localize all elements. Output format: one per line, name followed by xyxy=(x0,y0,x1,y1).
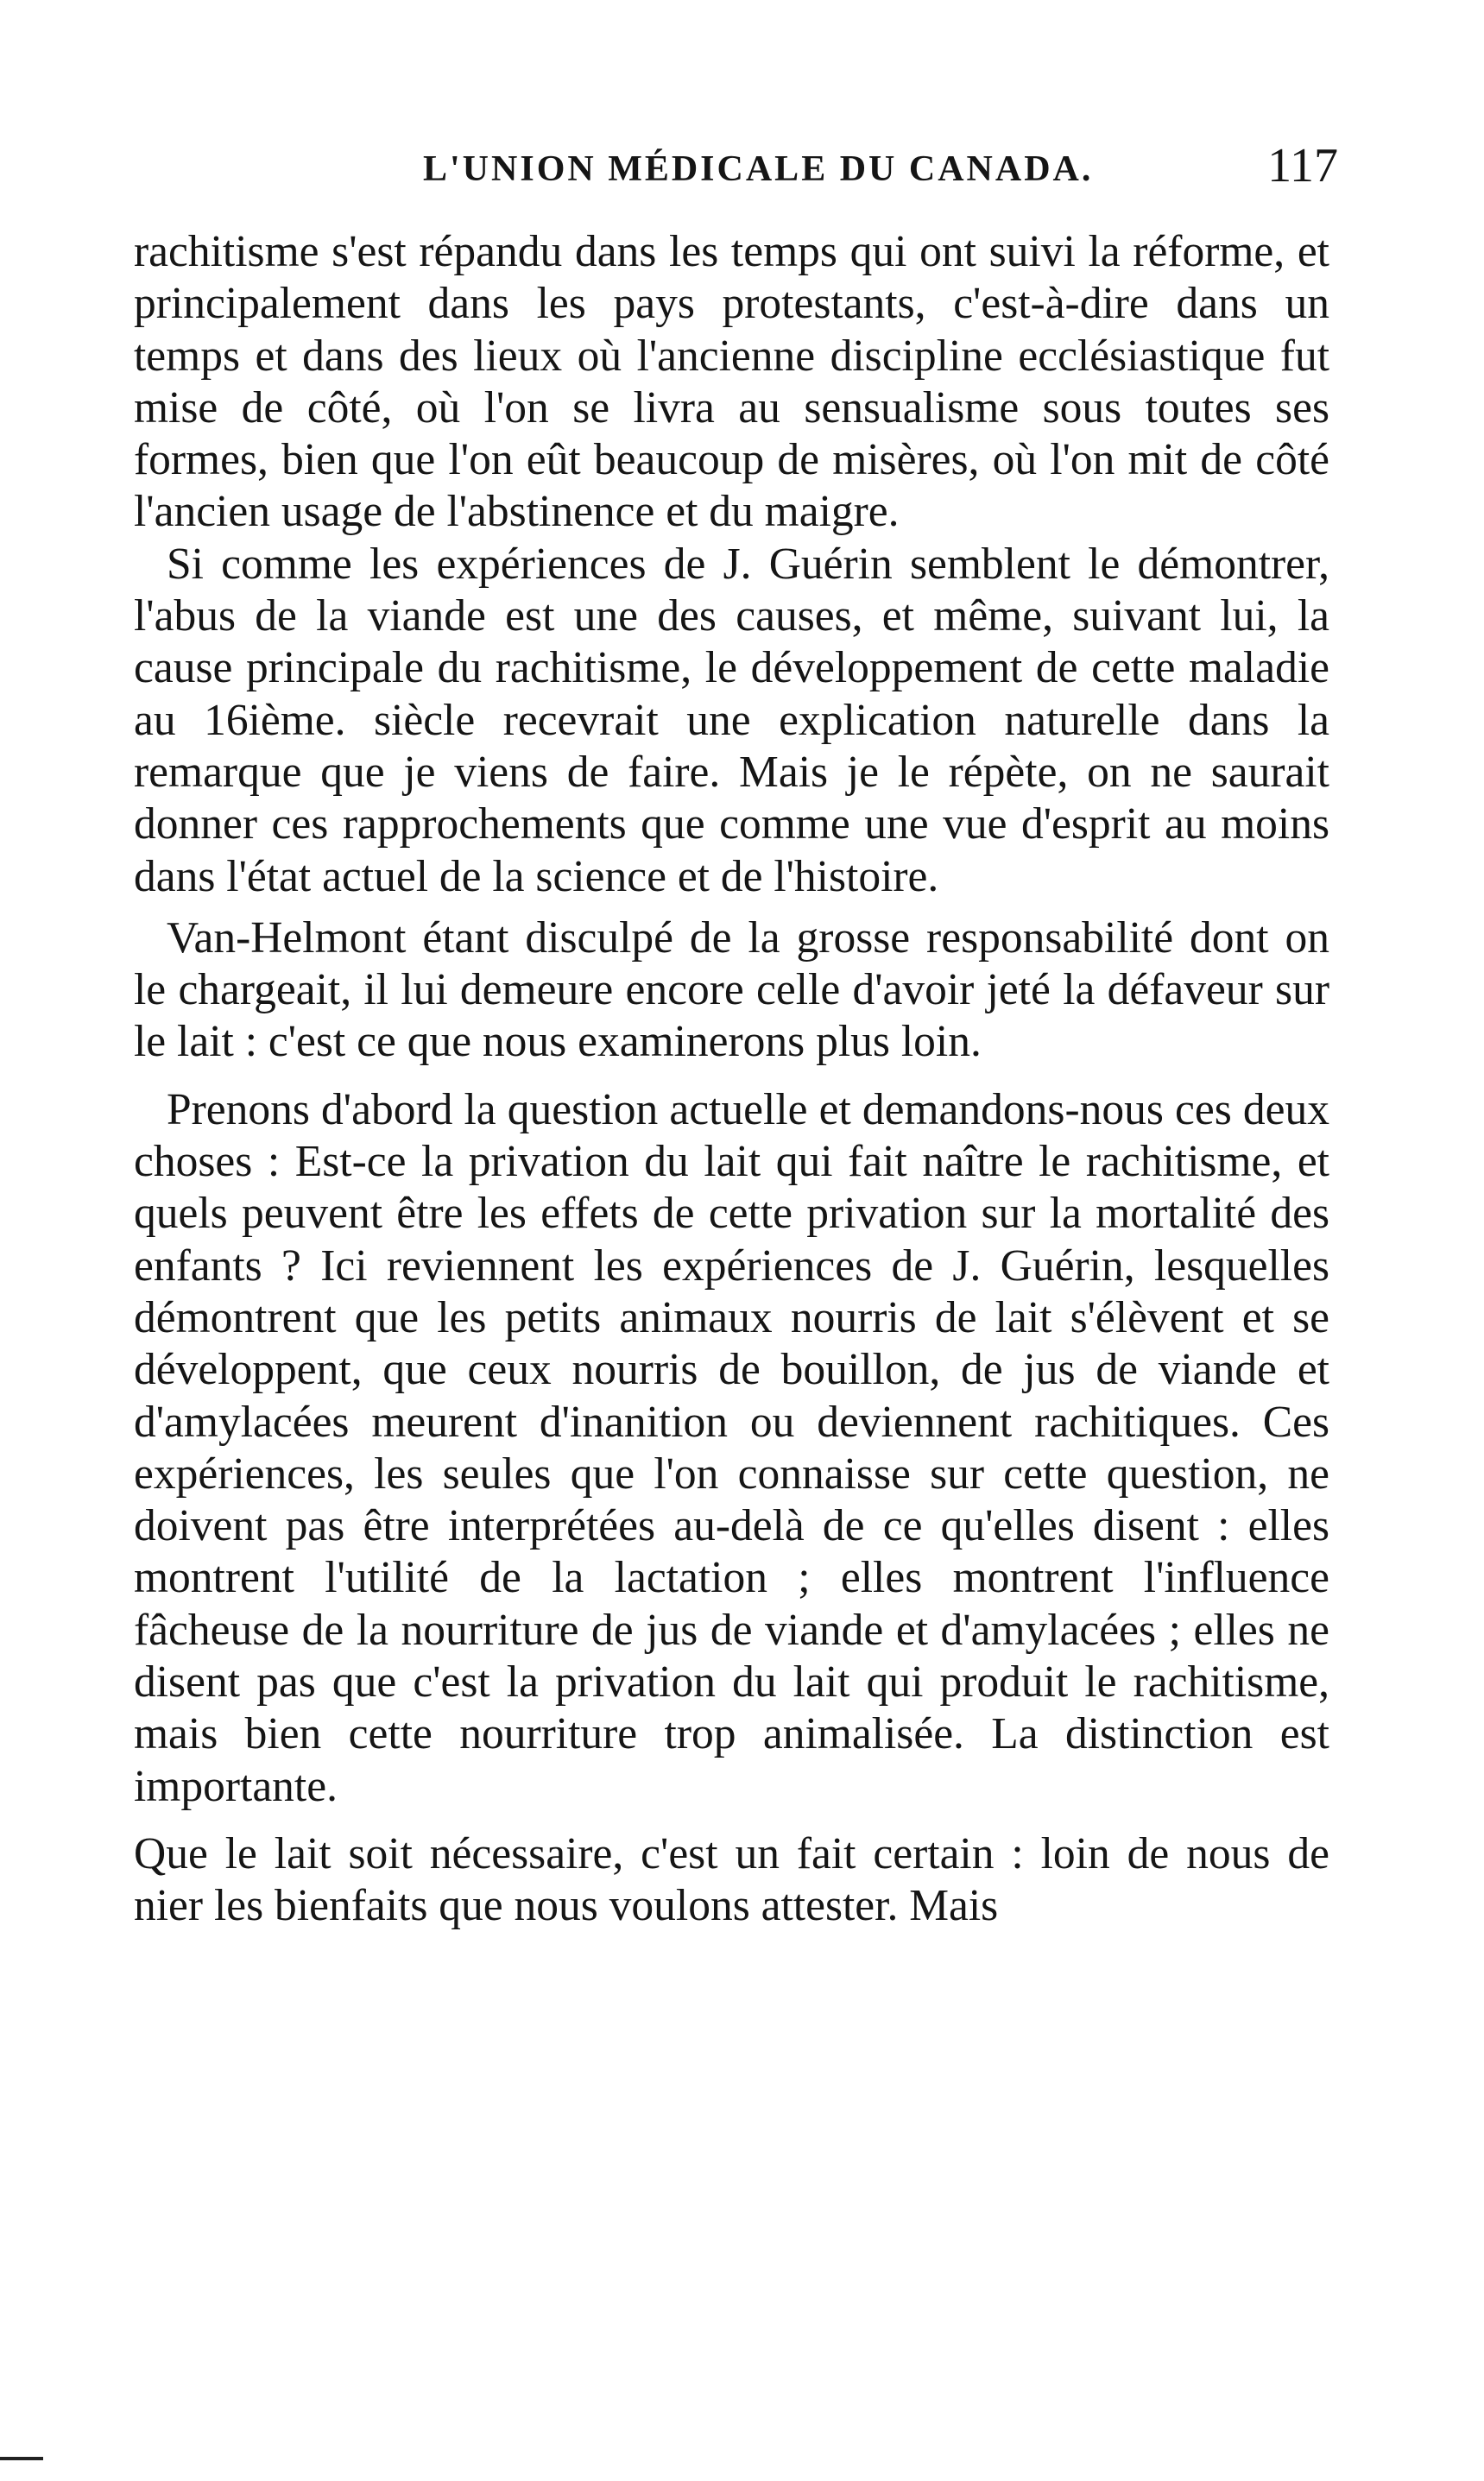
page-number: 117 xyxy=(1267,139,1338,193)
paragraph-van-helmont: Van-Helmont étant disculpé de la grosse responsabilité dont on le chargeait, il lui demeure encore celle d'avoir jeté la défaveur sur le lait : c'est ce que nous examinerons plus loin. xyxy=(134,912,1329,1067)
running-head xyxy=(129,138,1338,199)
paragraph-guerin-experiences: Si comme les expériences de J. Guérin semblent le démontrer, l'abus de la viande est une des causes, et même, suivant lui, la cause principale du rachitisme, le développement de cette maladie au 16ième. siècle recevrait une explication naturelle dans la remarque que je viens de faire. Mais je le répète, on ne saurait donner ces rapprochements que comme une vue d'esprit au moins dans l'état actuel de la science et de l'histoire. xyxy=(134,539,1329,901)
paragraph-milk-necessary: Que le lait soit nécessaire, c'est un fait certain : loin de nous de nier les bienfaits que nous voulons attester. Mais xyxy=(134,1828,1329,1931)
running-title: L'UNION MÉDICALE DU CANADA. xyxy=(423,149,1094,189)
paragraph-question: Prenons d'abord la question actuelle et demandons-nous ces deux choses : Est-ce la privation du lait qui fait naître le rachitisme, et quels peuvent être les effets de cette privation sur la mortalité des enfants ? Ici reviennent les expériences de J. Guérin, lesquelles démontrent que les petits animaux nourris de lait s'élèvent et se développent, que ceux nourris de bouillon, de jus de viande et d'amylacées meurent d'inanition ou deviennent rachitiques. Ces expériences, les seules que l'on connaisse sur cette question, ne doivent pas être interprétées au-delà de ce qu'elles disent : elles montrent l'utilité de la lactation ; elles montrent l'influence fâcheuse de la nourriture de jus de viande et d'amylacées ; elles ne disent pas que c'est la privation du lait qui produit le rachitisme, mais bien cette nourriture trop animalisée. La distinction est importante. xyxy=(134,1084,1329,1811)
paragraph-continuation: rachitisme s'est répandu dans les temps qui ont suivi la réforme, et principalement dans les pays protestants, c'est-à-dire dans un temps et dans des lieux où l'ancienne discipline ecclésiastique fut mise de côté, où l'on se livra au sensualisme sous toutes ses formes, bien que l'on eût beaucoup de misères, où l'on mit de côté l'ancien usage de l'abstinence et du maigre. xyxy=(134,227,1329,537)
body-text xyxy=(134,226,1329,1933)
scan-edge-mark xyxy=(0,2457,43,2460)
